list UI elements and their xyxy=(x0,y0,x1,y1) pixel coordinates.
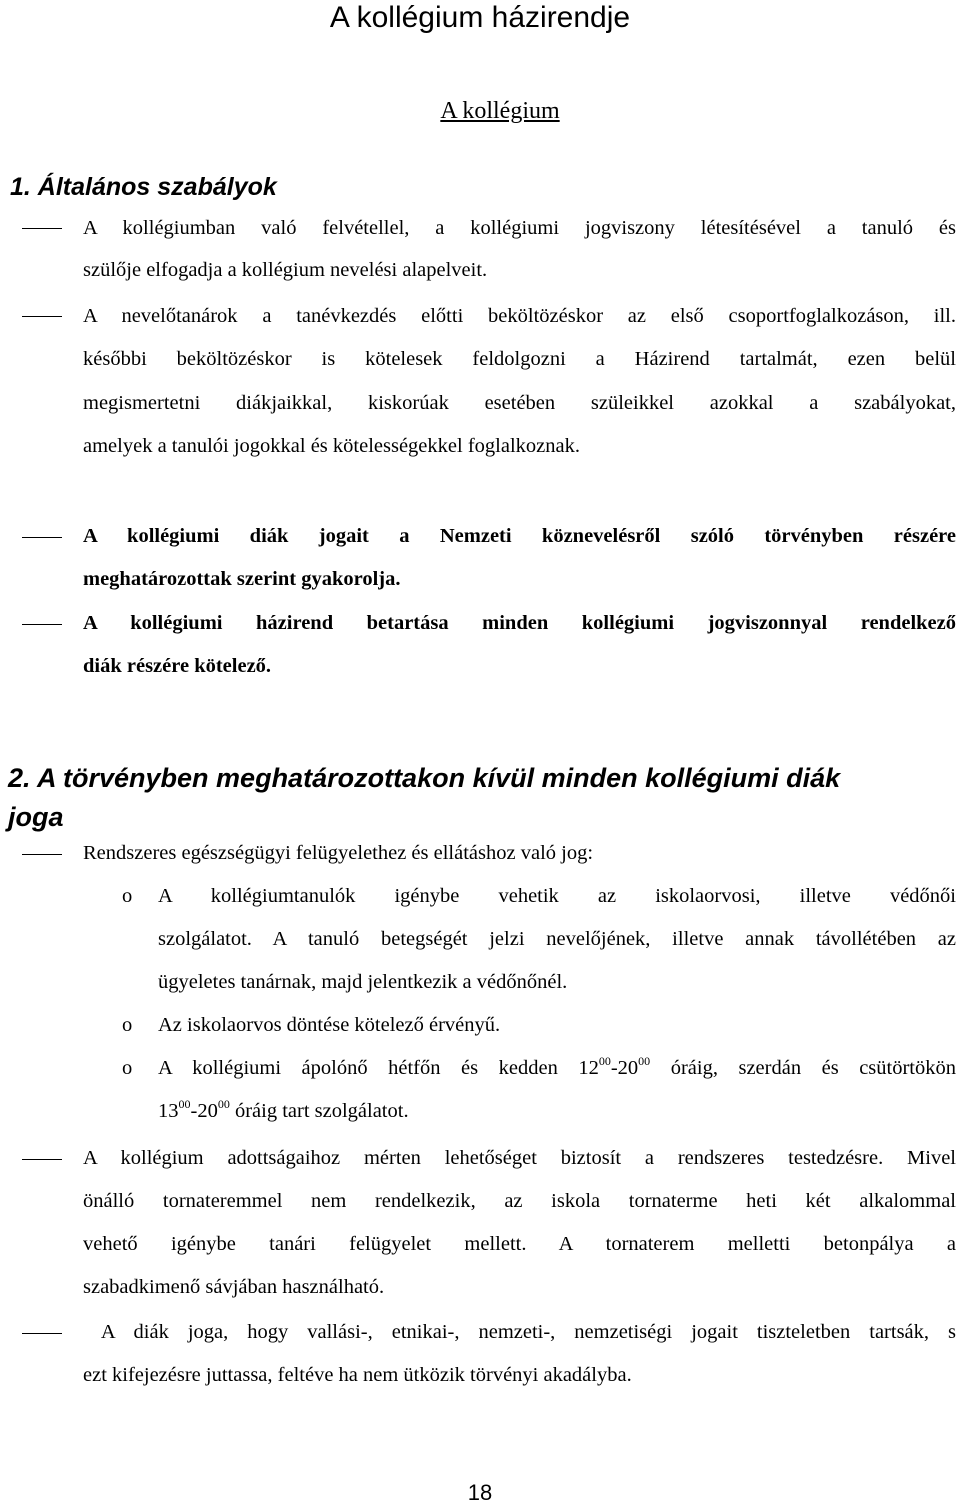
item-sport-line-4: szabadkimenő sávjában használható. xyxy=(83,1276,385,1298)
item-1-line-2: szülője elfogadja a kollégium nevelési alapelveit. xyxy=(83,259,488,281)
section-2-heading-line-2: joga xyxy=(8,802,64,832)
bullet-dash xyxy=(22,624,62,625)
sub-item-2: Az iskolaorvos döntése kötelező érvényű. xyxy=(158,1014,501,1036)
bullet-dash xyxy=(22,1333,62,1334)
bullet-dash xyxy=(22,1159,62,1160)
sub-bullet-marker: o xyxy=(122,885,133,907)
document-title: A kollégium házirendje xyxy=(329,1,631,34)
page-number: 18 xyxy=(467,1480,493,1505)
text-part: óráig, szerdán és csütörtökön xyxy=(650,1057,956,1079)
section-2-heading-line-1: 2. A törvényben meghatározottakon kívül minden kollégiumi diák xyxy=(8,763,841,793)
sub-item-1-line-3: ügyeletes tanárnak, majd jelentkezik a védőnőnél. xyxy=(158,971,568,993)
item-1-line-1: A kollégiumban való felvétellel, a kollégiumi jogviszony létesítésével a tanuló és xyxy=(83,217,956,239)
item-2-line-1: A nevelőtanárok a tanévkezdés előtti beköltözéskor az első csoportfoglalkozáson, ill. xyxy=(83,305,956,327)
text-part: -20 xyxy=(190,1100,218,1122)
text-part: óráig tart szolgálatot. xyxy=(229,1100,409,1122)
superscript: 00 xyxy=(598,1054,611,1068)
item-2-line-4: amelyek a tanulói jogokkal és kötelességekkel foglalkoznak. xyxy=(83,435,580,457)
superscript: 00 xyxy=(217,1097,230,1111)
item-2-line-2: későbbi beköltözéskor is kötelesek feldolgozni a Házirend tartalmát, ezen belül xyxy=(83,348,956,370)
sub-item-3-line-2 xyxy=(158,1096,956,1126)
bullet-dash xyxy=(22,537,62,538)
item-3-line-2: meghatározottak szerint gyakorolja. xyxy=(83,568,401,590)
item-4-line-2: diák részére kötelező. xyxy=(83,655,272,677)
bullet-dash xyxy=(22,228,62,229)
item-sport-line-3: vehető igénybe tanári felügyelet mellett. A tornaterem melletti betonpálya a xyxy=(83,1233,956,1255)
document-subtitle: A kollégium xyxy=(440,98,560,124)
superscript: 00 xyxy=(178,1097,191,1111)
bullet-dash xyxy=(22,316,62,317)
sub-bullet-marker: o xyxy=(122,1057,133,1079)
item-religion-line-2: ezt kifejezésre juttassa, feltéve ha nem ütközik törvényi akadályba. xyxy=(83,1364,632,1386)
text-part: -20 xyxy=(610,1057,639,1079)
sub-item-1-line-1: A kollégiumtanulók igénybe vehetik az iskolaorvosi, illetve védőnői xyxy=(158,885,956,907)
item-2-line-3: megismertetni diákjaikkal, kiskorúak esetében szüleikkel azokkal a szabályokat, xyxy=(83,392,956,414)
text-part: A kollégiumi ápolónő hétfőn és kedden 12 xyxy=(158,1057,599,1079)
item-4-line-1: A kollégiumi házirend betartása minden kollégiumi jogviszonnyal rendelkező xyxy=(83,612,956,634)
sub-item-1-line-2: szolgálatot. A tanuló betegségét jelzi nevelőjének, illetve annak távollétében az xyxy=(158,928,956,950)
item-religion-line-1: A diák joga, hogy vallási-, etnikai-, nemzeti-, nemzetiségi jogait tiszteletben tartsák, s xyxy=(83,1321,956,1343)
item-sport-line-1: A kollégium adottságaihoz mérten lehetőséget biztosít a rendszeres testedzésre. Mivel xyxy=(83,1147,956,1169)
text-part: 13 xyxy=(158,1100,179,1122)
sub-bullet-marker: o xyxy=(122,1014,133,1036)
item-sport-line-2: önálló tornateremmel nem rendelkezik, az iskola tornaterme heti két alkalommal xyxy=(83,1190,956,1212)
superscript: 00 xyxy=(638,1054,651,1068)
sub-item-3-line-1 xyxy=(158,1053,956,1083)
item-3-line-1: A kollégiumi diák jogait a Nemzeti köznevelésről szóló törvényben részére xyxy=(83,525,956,547)
bullet-dash xyxy=(22,854,62,855)
item-health-line: Rendszeres egészségügyi felügyelethez és ellátáshoz való jog: xyxy=(83,842,594,864)
section-1-heading: 1. Általános szabályok xyxy=(10,173,277,201)
